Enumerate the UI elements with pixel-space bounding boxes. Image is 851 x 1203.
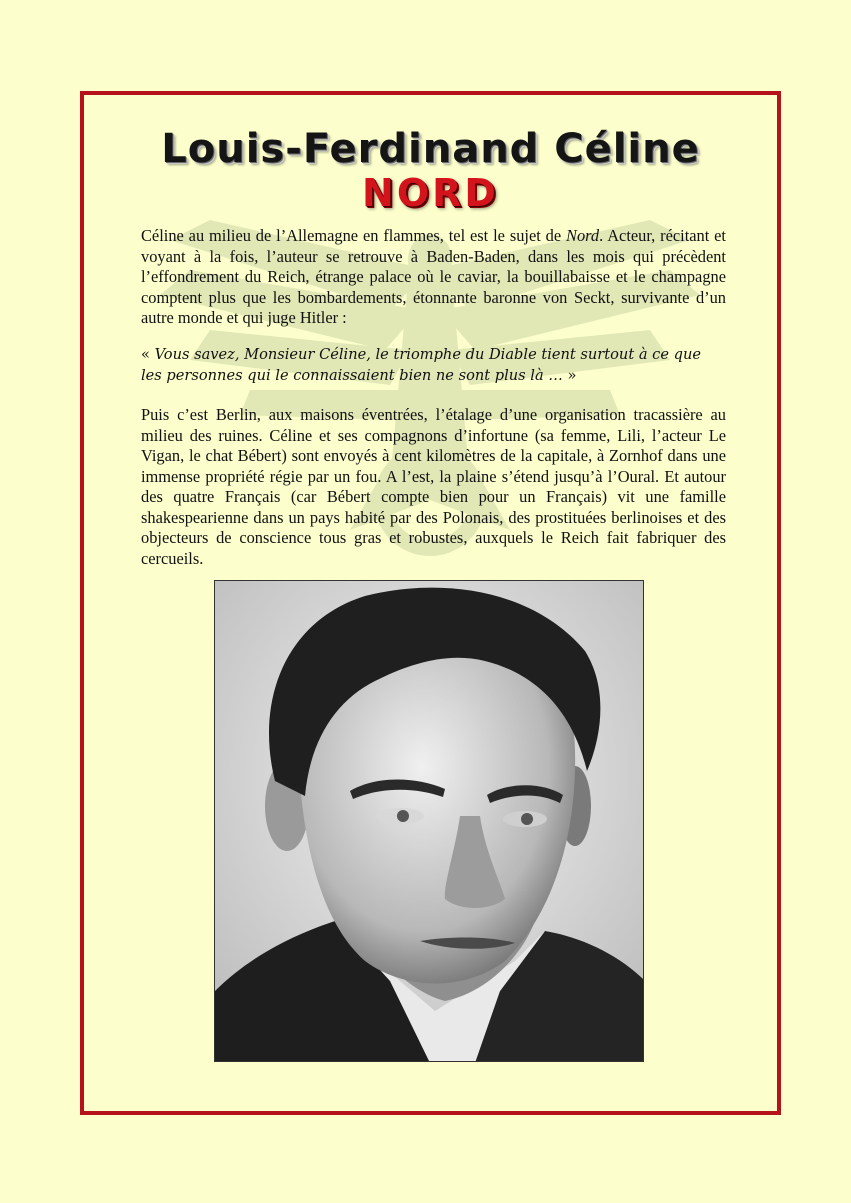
- book-title: NORD: [362, 171, 499, 215]
- book-name-italic: Nord: [566, 226, 600, 245]
- quote-close: »: [562, 367, 577, 384]
- berlin-paragraph: Puis c’est Berlin, aux maisons éventrées, l’étalage d’une organisation tracassière au milieu des ruines. Céline et ses compagnons d’infortune (sa femme, Lili, l’acteur Le Vigan, le chat Bébert) sont envoyés à cent kilomètres de la capitale, à Zornhof dans une immense propriété régie par un fou. A l’est, la plaine s’étend jusqu’à l’Oural. Et autour des quatre Français (car Bébert compte bien pour un Français) vit une famille shakespearienne dans un pays habité par des Polonais, des prostituées berlinoises et des objecteurs de conscience tous gras et robustes, auxquels le Reich fait fabriquer des cercueils.: [141, 405, 726, 568]
- intro-paragraph: [141, 226, 726, 329]
- page-title: Louis-Ferdinand Céline: [161, 126, 700, 172]
- portrait-photo: [214, 580, 644, 1062]
- portrait-illustration: [215, 581, 644, 1062]
- hitler-quote: [141, 344, 726, 386]
- quote-open: «: [141, 346, 155, 363]
- intro-lead: Céline au milieu de l’Allemagne en flammes, tel est le sujet de: [141, 226, 567, 245]
- intro-rest: . Acteur, récitant et voyant à la fois, l’auteur se retrouve à Baden-Baden, dans les mois qui précèdent l’effondrement du Reich, étrange palace où le caviar, la bouillabaisse et le champagne comptent plus que les bombardements, étonnante baronne von Seckt, survivante d’un autre monde et qui juge Hitler :: [141, 226, 726, 327]
- quote-text: Vous savez, Monsieur Céline, le triomphe du Diable tient surtout à ce que les personnes qui le connaissaient bien ne sont plus là …: [141, 346, 701, 384]
